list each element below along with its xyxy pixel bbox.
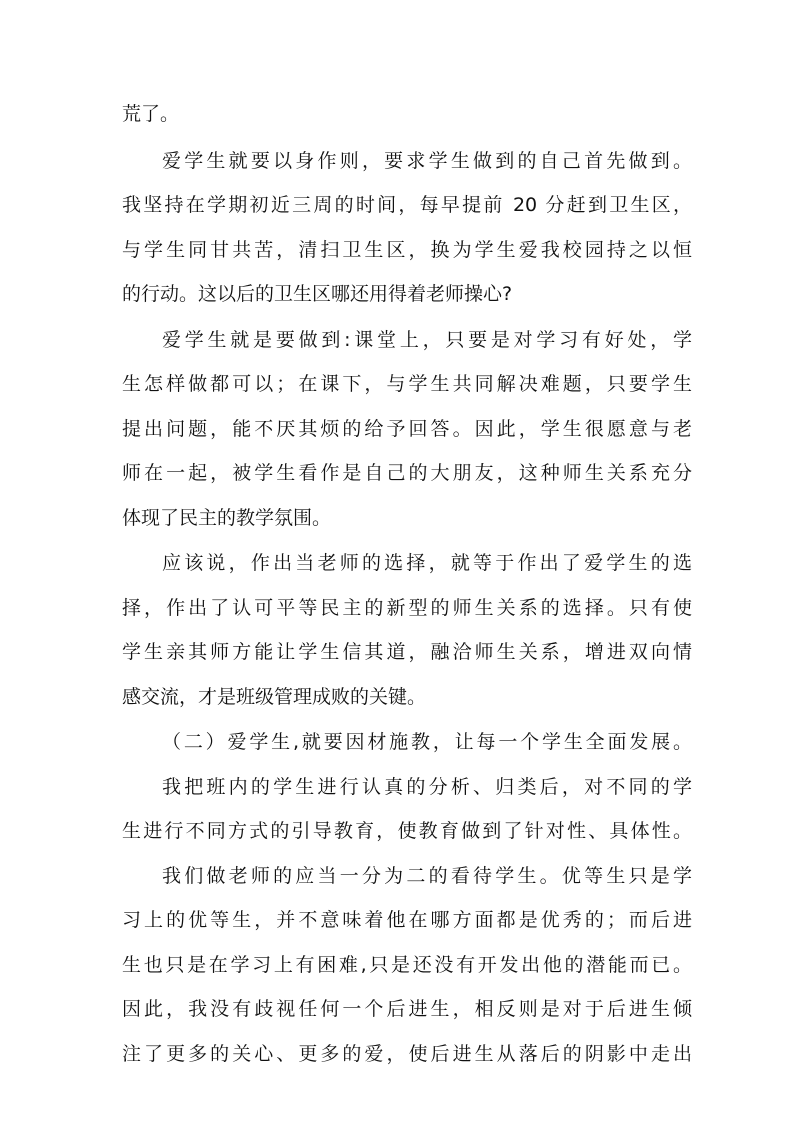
paragraph-first-line: 爱学生就是要做到:课堂上，只要是对学习有好处，学: [162, 329, 692, 351]
text-line: 提出问题，能不厌其烦的给予回答。因此，学生很愿意与老: [122, 418, 692, 440]
paragraph-first-line: 爱学生就要以身作则，要求学生做到的自己首先做到。: [162, 150, 692, 172]
text-line: 择，作出了认可平等民主的新型的师生关系的选择。只有使: [122, 597, 692, 619]
paragraph-first-line: 应该说，作出当老师的选择，就等于作出了爱学生的选: [162, 552, 692, 574]
text-line: 与学生同甘共苦，清扫卫生区，换为学生爱我校园持之以恒: [122, 239, 692, 261]
text-line: 生也只是在学习上有困难,只是还没有开发出他的潜能而已。: [122, 954, 692, 976]
text-line: 师在一起，被学生看作是自己的大朋友，这种师生关系充分: [122, 462, 692, 484]
text-line: 学生亲其师方能让学生信其道，融洽师生关系，增进双向情: [122, 641, 692, 663]
paragraph-first-line: 我们做老师的应当一分为二的看待学生。优等生只是学: [162, 865, 692, 887]
text-line: 我坚持在学期初近三周的时间，每早提前 20 分赶到卫生区，: [122, 194, 692, 216]
text-line: 因此，我没有歧视任何一个后进生，相反则是对于后进生倾: [122, 998, 692, 1020]
text-line: 生进行不同方式的引导教育，使教育做到了针对性、具体性。: [122, 820, 692, 842]
text-line: 荒了。: [122, 103, 180, 125]
paragraph-first-line: 我把班内的学生进行认真的分析、归类后，对不同的学: [162, 776, 692, 798]
text-line: 注了更多的关心、更多的爱，使后进生从落后的阴影中走出: [122, 1043, 692, 1065]
text-line: 感交流，才是班级管理成败的关键。: [122, 686, 427, 708]
text-line: 体现了民主的教学氛围。: [122, 507, 332, 529]
section-heading: （二）爱学生,就要因材施教，让每一个学生全面发展。: [162, 731, 692, 753]
text-line: 习上的优等生，并不意味着他在哪方面都是优秀的；而后进: [122, 909, 692, 931]
text-line: 的行动。这以后的卫生区哪还用得着老师操心?: [122, 283, 513, 305]
text-line: 生怎样做都可以；在课下，与学生共同解决难题，只要学生: [122, 373, 692, 395]
